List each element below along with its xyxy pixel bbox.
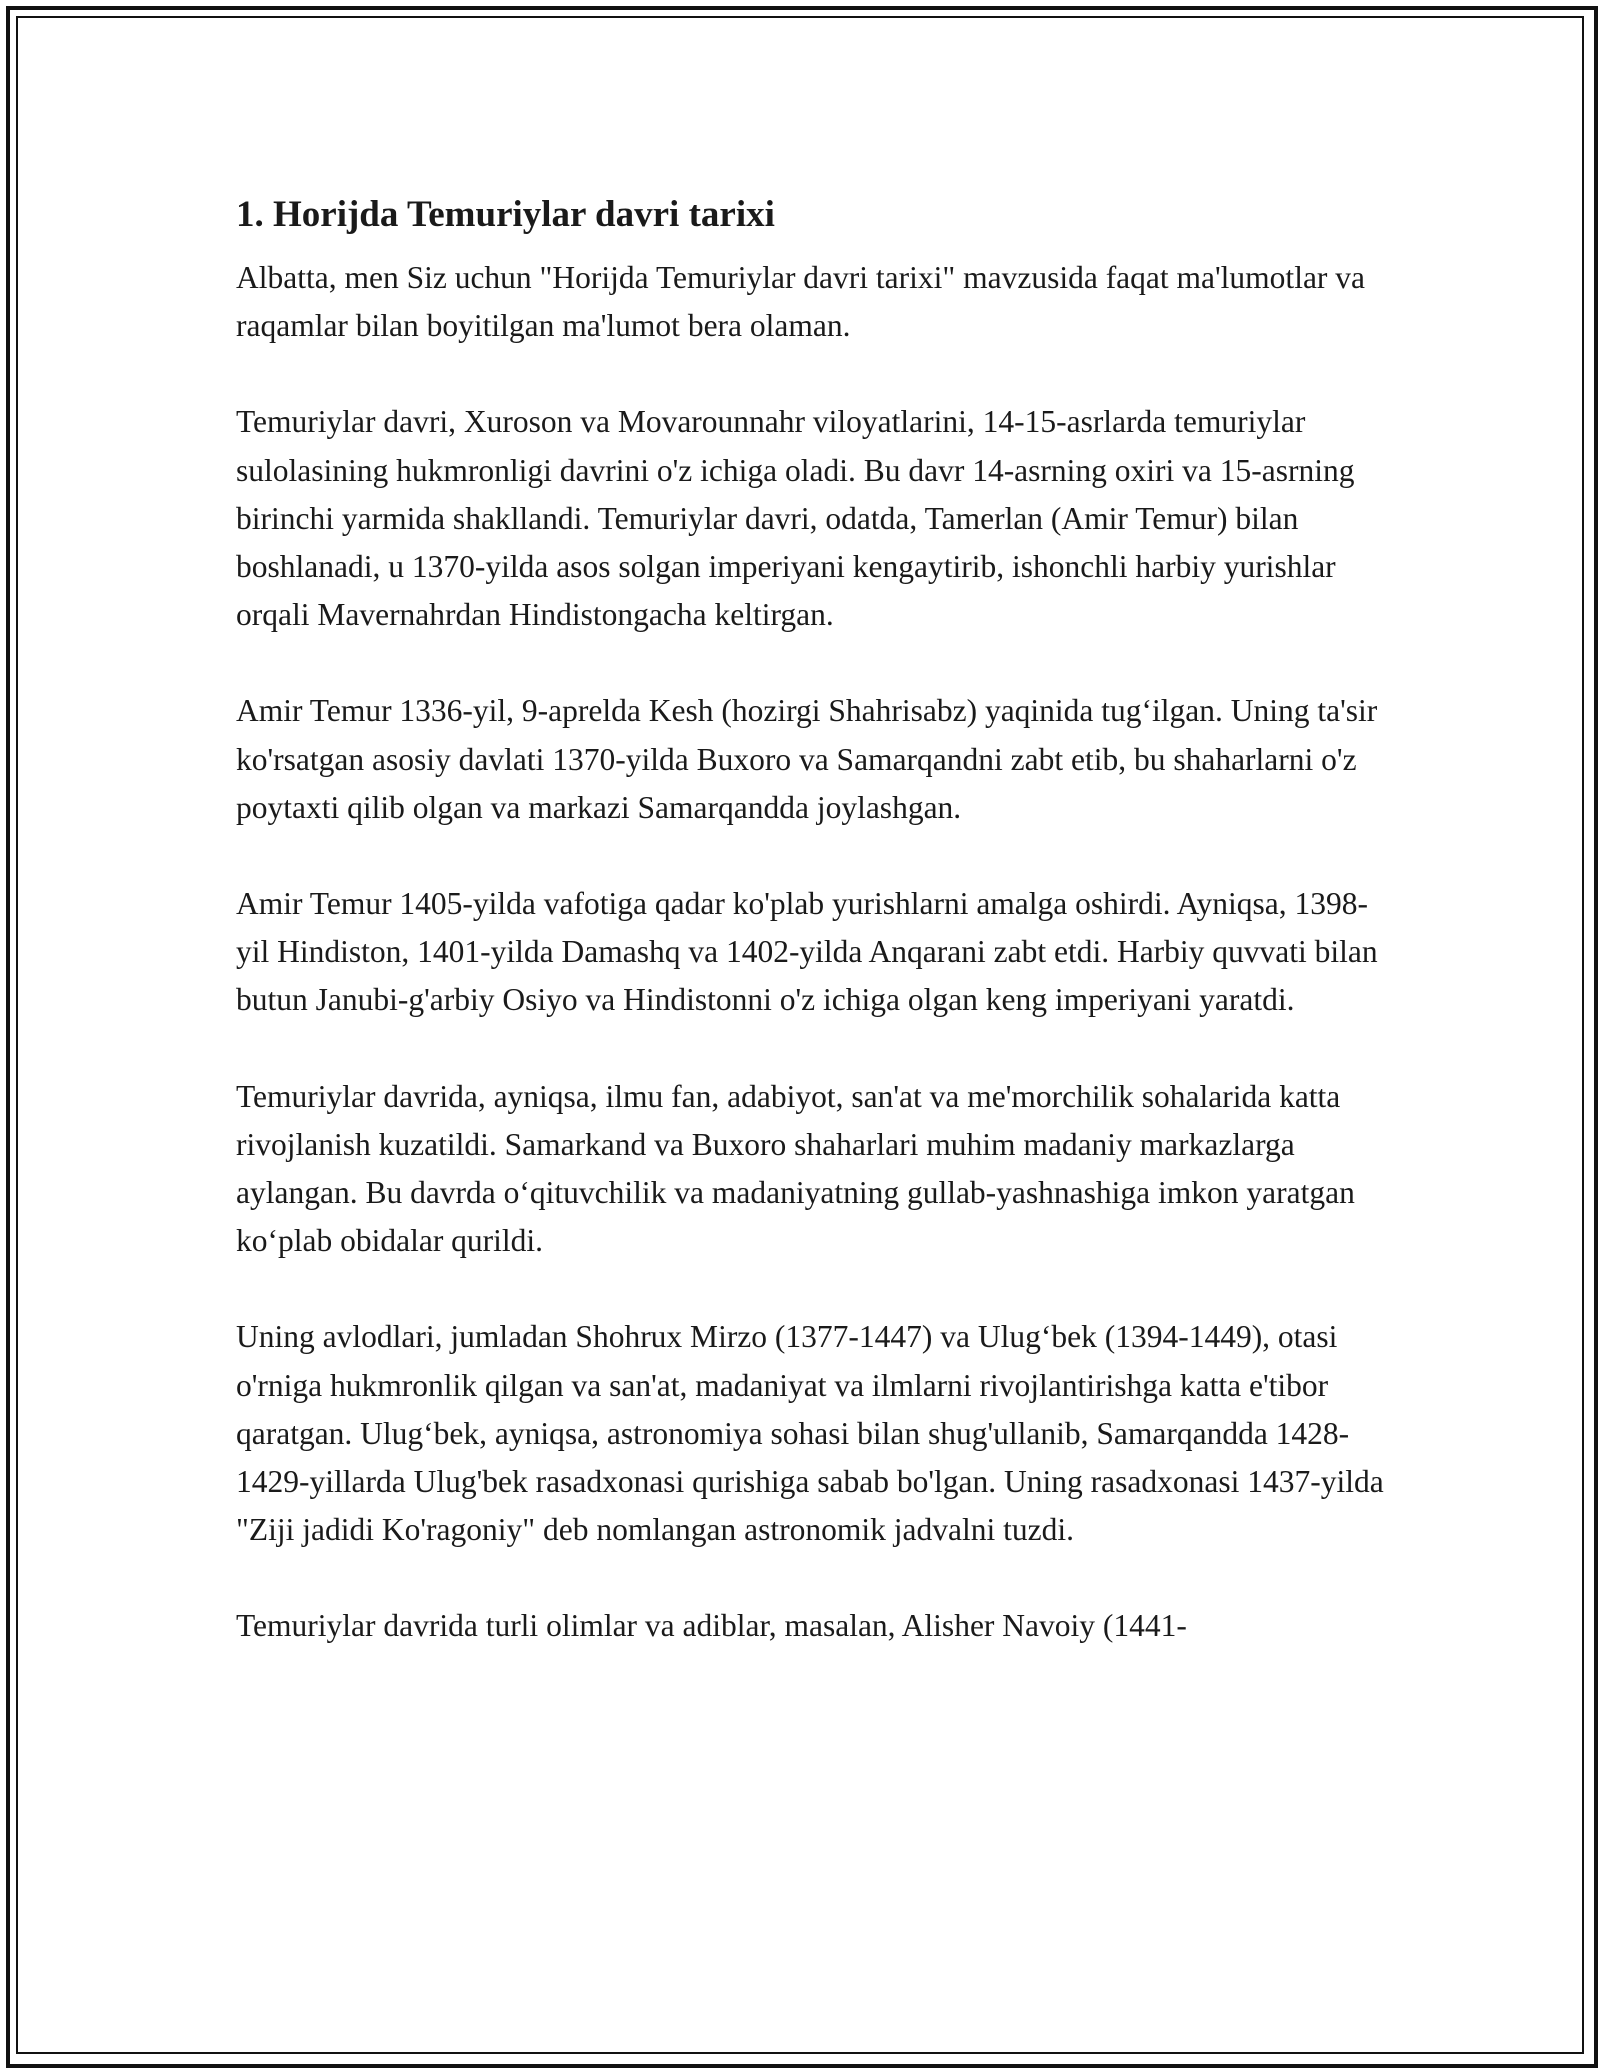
paragraph-intro: Albatta, men Siz uchun "Horijda Temuriylar davri tarixi" mavzusida faqat ma'lumotlar va raqamlar bilan boyitilgan ma'lumot bera olaman. <box>236 260 1366 344</box>
paragraph-temurid-period: Temuriylar davri, Xuroson va Movarounnahr viloyatlarini, 14-15-asrlarda temuriylar sulolasining hukmronligi davrini o'z ichiga oladi. Bu davr 14-asrning oxiri va 15-asrning birinchi yarmida shakllandi. Temuriylar davri, odatda, Tamerlan (Amir Temur) bilan boshlanadi, u 1370-yilda asos solgan imperiyani kengaytirib, ishonchli harbiy yurishlar orqali Mavernahrdan Hindistongacha keltirgan. <box>236 404 1355 633</box>
section-heading: 1. Horijda Temuriylar davri tarixi <box>236 194 775 235</box>
paragraph-descendants: Uning avlodlari, jumladan Shohrux Mirzo (1377-1447) va Ulug‘bek (1394-1449), otasi o'rniga hukmronlik qilgan va san'at, madaniyat va ilmlarni rivojlantirishga katta e'tibor qaratgan. Ulug‘bek, ayniqsa, astronomiya sohasi bilan shug'ullanib, Samarqandda 1428-1429-yillarda Ulug'bek rasadxonasi qurishiga sabab bo'lgan. Uning rasadxonasi 1437-yilda "Ziji jadidi Ko'ragoniy" deb nomlangan astronomik jadvalni tuzdi. <box>236 1319 1384 1548</box>
paragraph-culture: Temuriylar davrida, ayniqsa, ilmu fan, adabiyot, san'at va me'morchilik sohalarida katta rivojlanish kuzatildi. Samarkand va Buxoro shaharlari muhim madaniy markazlarga aylangan. Bu davrda o‘qituvchilik va madaniyatning gullab-yashnashiga imkon yaratgan ko‘plab obidalar qurildi. <box>236 1078 1355 1259</box>
paragraph-amir-temur-birth: Amir Temur 1336-yil, 9-aprelda Kesh (hozirgi Shahrisabz) yaqinida tug‘ilgan. Uning ta'sir ko'rsatgan asosiy davlati 1370-yilda Buxoro va Samarqandni zabt etib, bu shaharlarni o'z poytaxti qilib olgan va markazi Samarqandda joylashgan. <box>236 693 1378 825</box>
document-body <box>236 190 1386 1699</box>
paragraph-campaigns: Amir Temur 1405-yilda vafotiga qadar ko'plab yurishlarni amalga oshirdi. Ayniqsa, 1398-yil Hindiston, 1401-yilda Damashq va 1402-yilda Anqarani zabt etdi. Harbiy quvvati bilan butun Janubi-g'arbiy Osiyo va Hindistonni o'z ichiga olgan keng imperiyani yaratdi. <box>236 886 1378 1018</box>
paragraph-scholars: Temuriylar davrida turli olimlar va adiblar, masalan, Alisher Navoiy (1441- <box>236 1608 1187 1644</box>
